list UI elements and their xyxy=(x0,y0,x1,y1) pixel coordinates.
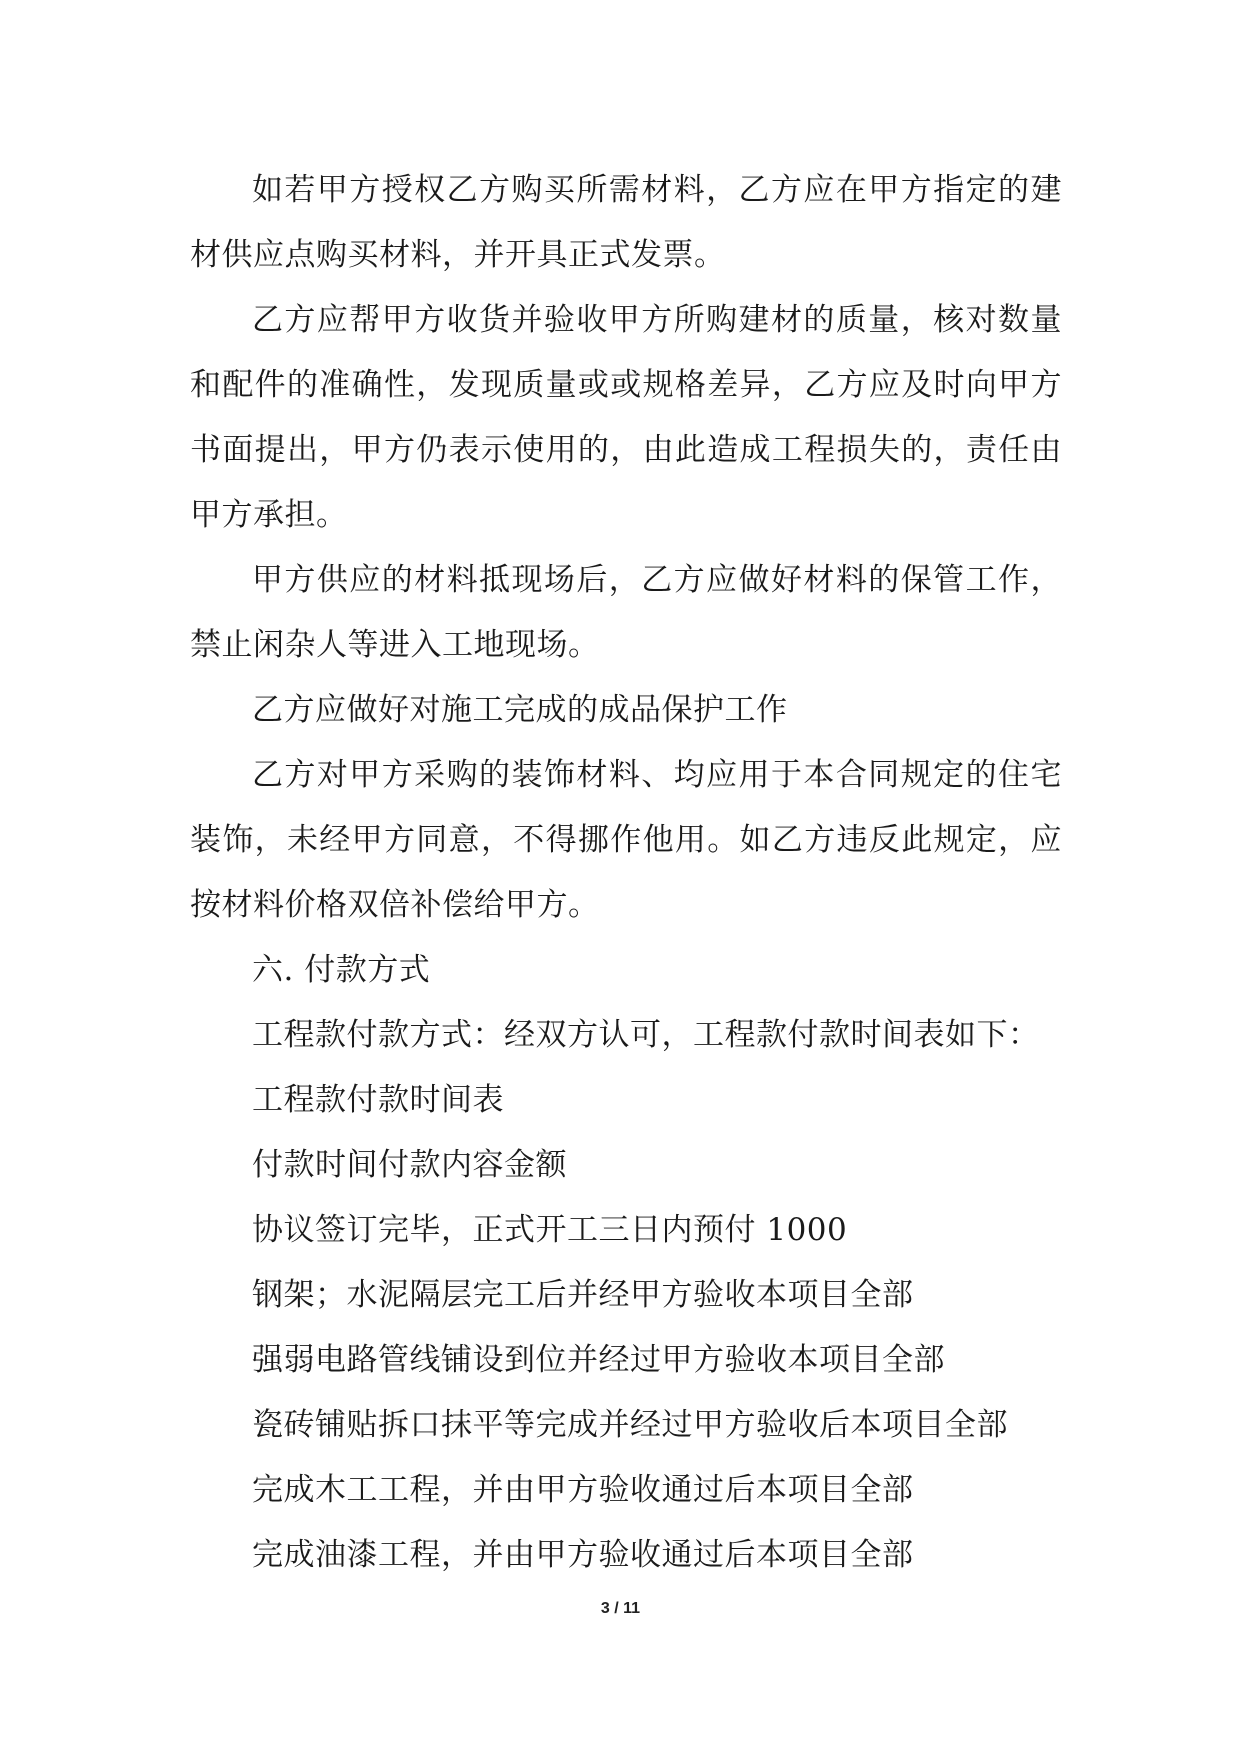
paragraph-product-protection: 乙方应做好对施工完成的成品保护工作 xyxy=(252,692,788,728)
section-heading-payment: 六. 付款方式 xyxy=(252,952,431,988)
paragraph-material-purchase: 如若甲方授权乙方购买所需材料，乙方应在甲方指定的建材供应点购买材料，并开具正式发票。 xyxy=(190,172,1062,273)
payment-schedule-title: 工程款付款时间表 xyxy=(252,1082,504,1118)
payment-schedule-item: 强弱电路管线铺设到位并经过甲方验收本项目全部 xyxy=(252,1342,945,1378)
document-body xyxy=(190,158,1062,1588)
paragraph-material-storage: 甲方供应的材料抵现场后，乙方应做好材料的保管工作，禁止闲杂人等进入工地现场。 xyxy=(190,562,1062,663)
payment-schedule-item: 钢架；水泥隔层完工后并经甲方验收本项目全部 xyxy=(252,1277,914,1313)
paragraph-material-inspection: 乙方应帮甲方收货并验收甲方所购建材的质量，核对数量和配件的准确性，发现质量或或规格差异，乙方应及时向甲方书面提出，甲方仍表示使用的，由此造成工程损失的，责任由甲方承担。 xyxy=(190,302,1062,533)
payment-schedule-item: 完成木工工程，并由甲方验收通过后本项目全部 xyxy=(252,1472,914,1508)
paragraph-material-usage: 乙方对甲方采购的装饰材料、均应用于本合同规定的住宅装饰，未经甲方同意，不得挪作他用。如乙方违反此规定，应按材料价格双倍补偿给甲方。 xyxy=(190,757,1062,923)
payment-schedule-item: 完成油漆工程，并由甲方验收通过后本项目全部 xyxy=(252,1537,914,1573)
payment-schedule-header: 付款时间付款内容金额 xyxy=(252,1147,567,1183)
page-number: 3 / 11 xyxy=(600,1600,641,1617)
payment-schedule-item: 瓷砖铺贴拆口抹平等完成并经过甲方验收后本项目全部 xyxy=(252,1407,1008,1443)
payment-method-line: 工程款付款方式：经双方认可，工程款付款时间表如下： xyxy=(252,1017,1040,1053)
payment-schedule-item: 协议签订完毕，正式开工三日内预付 1000 xyxy=(252,1212,848,1248)
